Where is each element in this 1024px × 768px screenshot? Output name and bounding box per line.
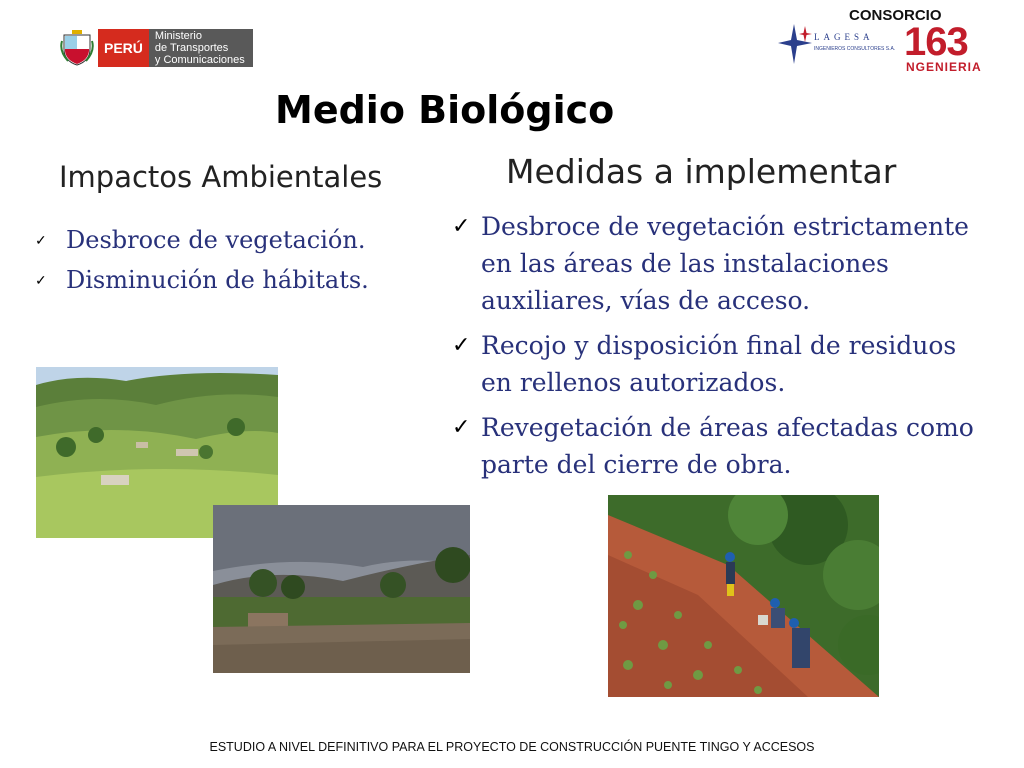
slide-title: Medio Biológico: [275, 88, 615, 132]
measure-text: Recojo y disposición final de residuos en rellenos autorizados.: [481, 331, 957, 397]
impact-text: Desbroce de vegetación.: [66, 226, 366, 254]
footer-text: ESTUDIO A NIVEL DEFINITIVO PARA EL PROYECTO DE CONSTRUCCIÓN PUENTE TINGO Y ACCESOS: [209, 740, 815, 754]
revegetation-photo: [608, 495, 879, 697]
ministry-line: de Transportes: [154, 42, 229, 54]
star-icon: [778, 22, 814, 66]
checkmark-icon: ✓: [35, 273, 47, 289]
measure-text: Revegetación de áreas afectadas como parte del cierre de obra.: [481, 413, 974, 479]
measures-list: [452, 208, 982, 491]
checkmark-icon: ✓: [452, 415, 471, 440]
lagesa-logo: [778, 22, 904, 66]
impacts-list: [35, 226, 415, 306]
list-item: [452, 327, 982, 401]
impacts-heading: Impactos Ambientales: [59, 160, 383, 194]
consorcio-label: CONSORCIO: [849, 7, 942, 24]
ministry-name: [149, 29, 253, 67]
impact-text: Disminución de hábitats.: [66, 266, 369, 294]
measures-heading: Medidas a implementar: [506, 152, 897, 191]
list-item: [452, 208, 982, 319]
lagesa-subtitle: INGENIEROS CONSULTORES S.A.: [814, 46, 896, 52]
field-photo: [213, 505, 470, 673]
list-item: [35, 226, 415, 254]
checkmark-icon: ✓: [35, 233, 47, 249]
peru-label: PERÚ: [98, 29, 149, 67]
i163-word: NGENIERIA: [906, 60, 982, 74]
checkmark-icon: ✓: [452, 214, 471, 239]
ministry-line: y Comunicaciones: [154, 54, 245, 66]
cleared-field-image: [213, 505, 470, 673]
list-item: [35, 266, 415, 294]
list-item: [452, 409, 982, 483]
ministry-logo: [60, 27, 256, 69]
revegetation-slope-image: [608, 495, 879, 697]
coat-of-arms-icon: [60, 29, 94, 67]
lagesa-name: LAGESA: [814, 32, 874, 42]
i163-logo: [904, 20, 1004, 74]
ministry-line: Ministerio: [154, 30, 202, 42]
checkmark-icon: ✓: [452, 333, 471, 358]
measure-text: Desbroce de vegetación estrictamente en las áreas de las instalaciones auxiliares, vías de acceso.: [481, 212, 969, 315]
i163-number: 163: [904, 20, 968, 64]
